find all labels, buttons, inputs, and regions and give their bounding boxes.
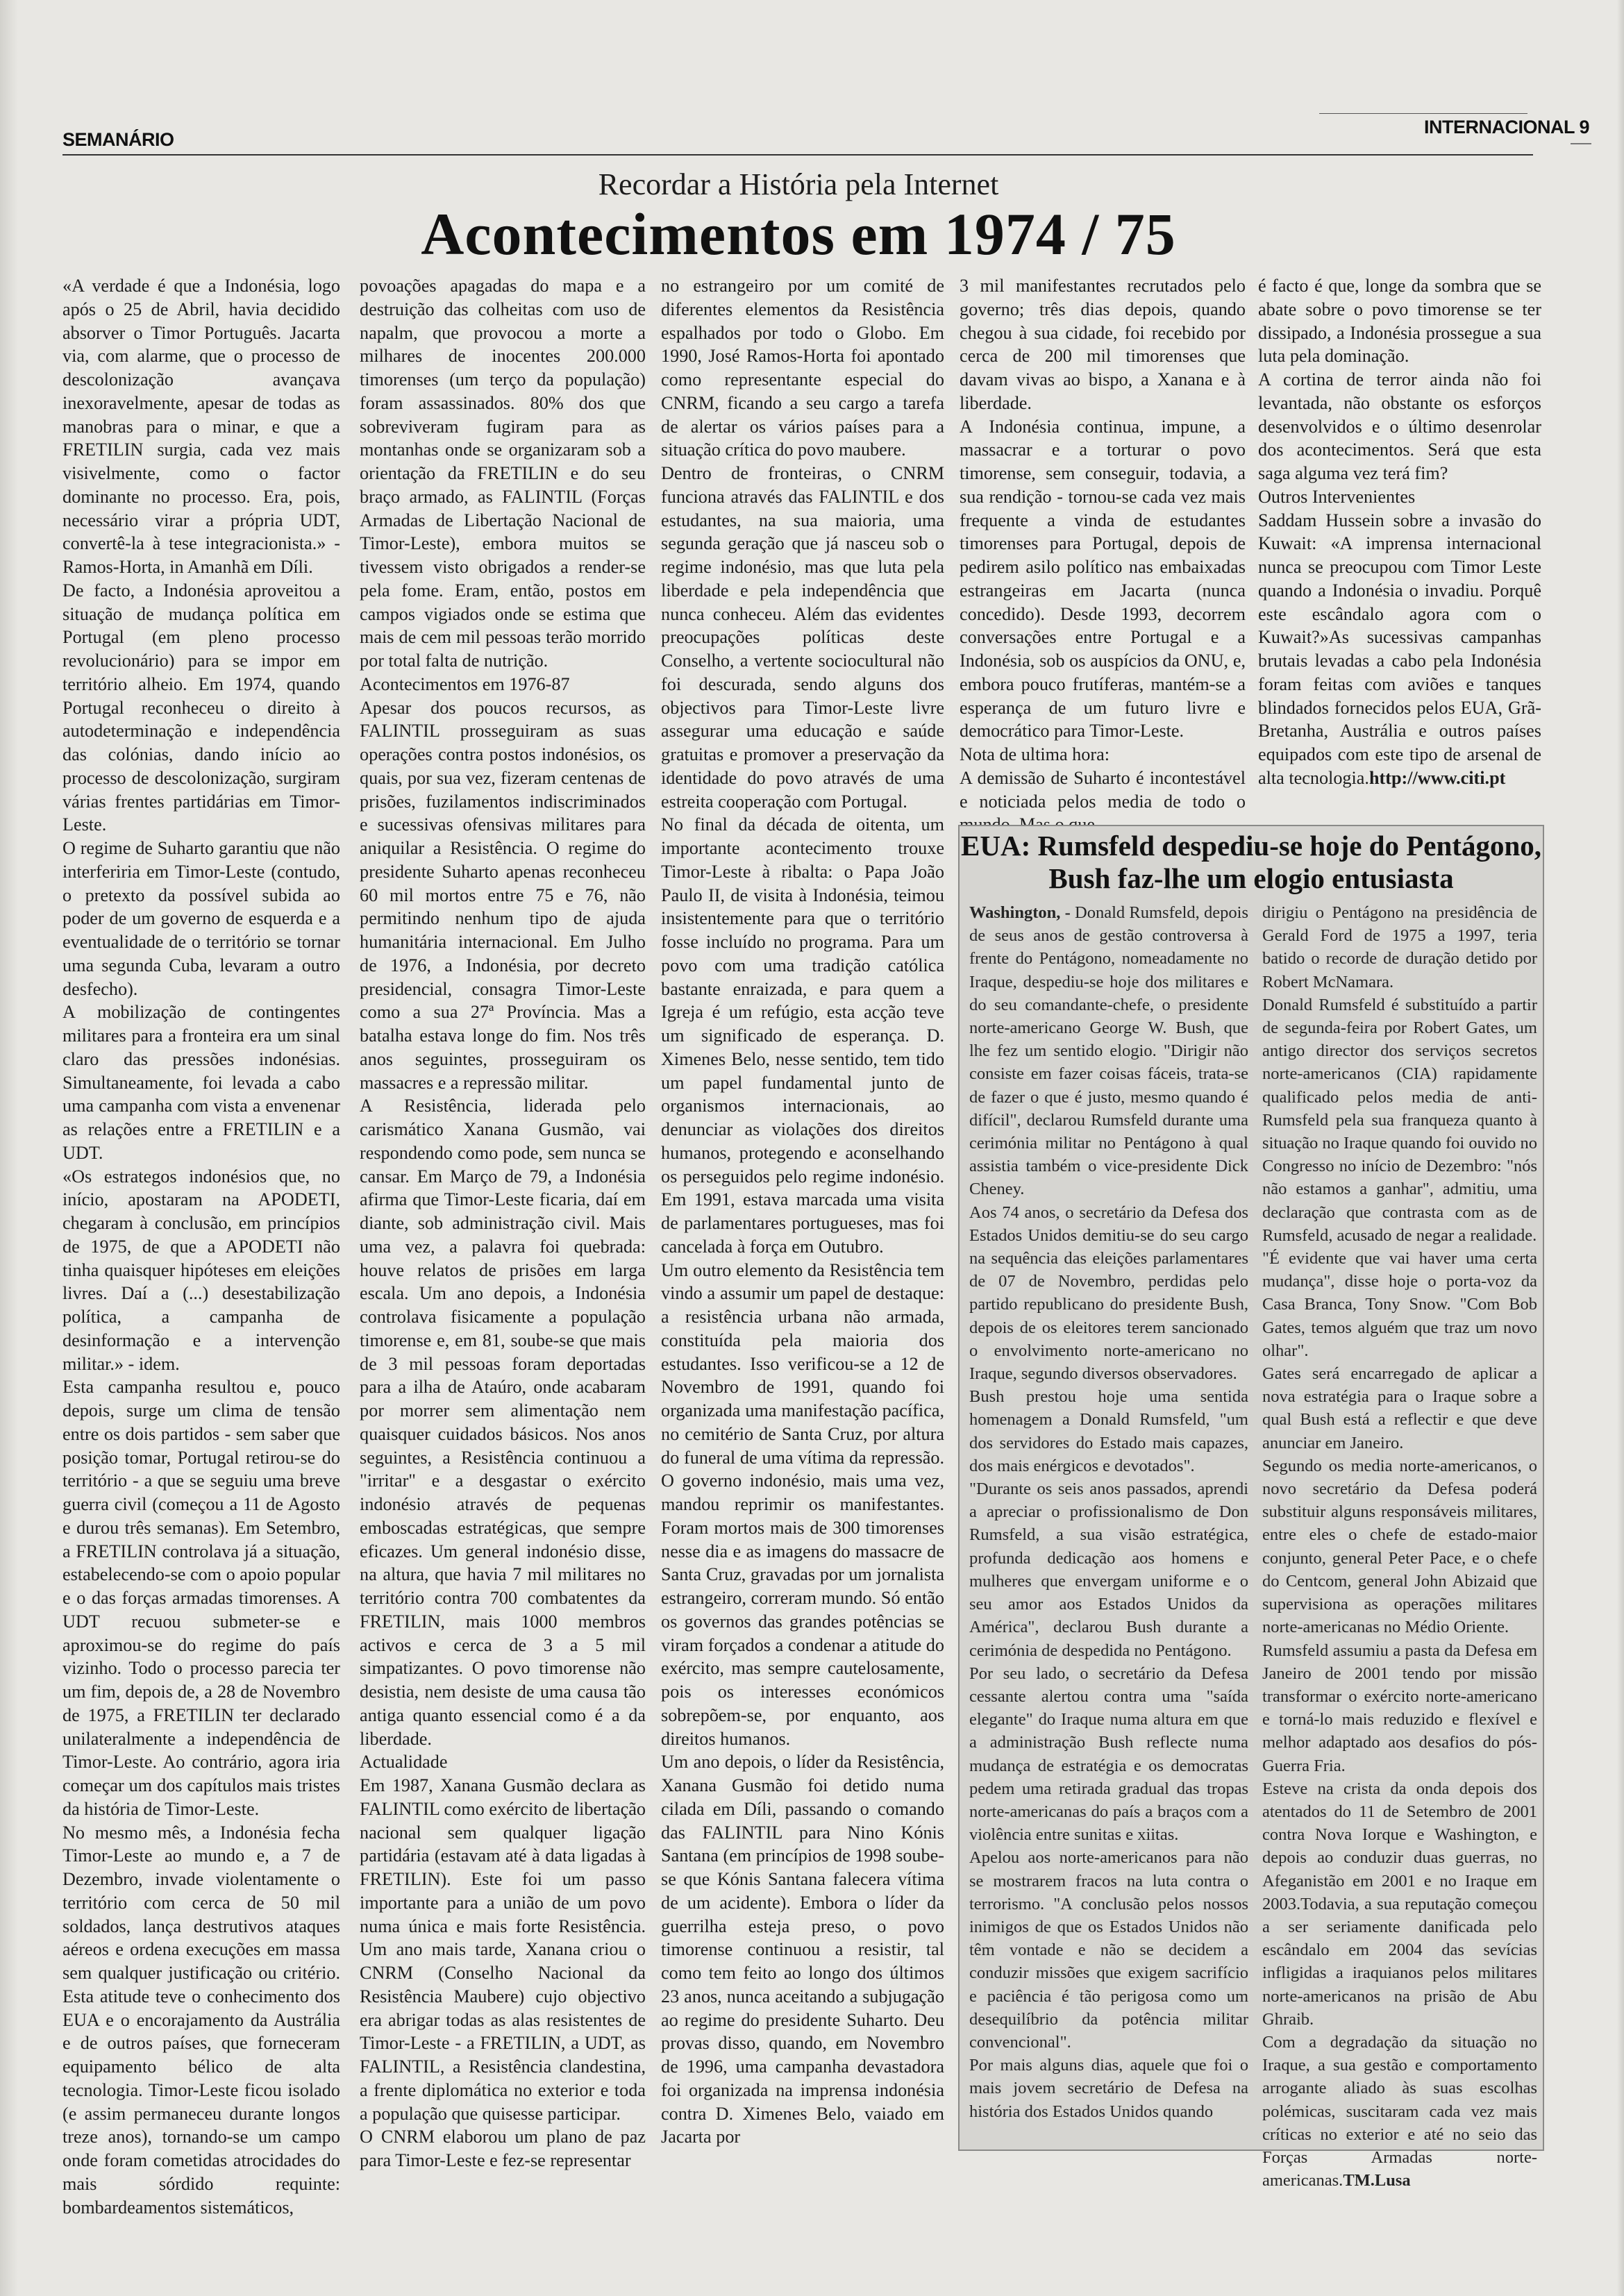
paragraph: De facto, a Indonésia aproveitou a situação de mudança política em Portugal (em pleno processo revolucionário) para se impor em território alheio. Em 1974, quando Portugal reconheceu o direito à autodeterminação e independência das colónias, dando início ao processo de descolonização, surgiram várias frentes partidárias em Timor-Leste.	[62, 580, 340, 835]
dateline: Washington, -	[969, 903, 1071, 922]
paragraph: Segundo os media norte-americanos, o novo secretário da Defesa poderá substituir alguns responsáveis militares, entre eles o chefe de estado-maior conjunto, general Peter Pace, e o chefe do Centcom, general John Abizaid que supervisiona as operações militares norte-americanas no Médio Oriente.	[1262, 1456, 1537, 1637]
paragraph: é facto é que, longe da sombra que se abate sobre o povo timorense se ter dissipado, a Indonésia prossegue a sua luta pela dominação.	[1258, 276, 1541, 367]
paragraph-text: Donald Rumsfeld, depois de seus anos de gestão controversa à frente do Pentágono, nomeadamente no Iraque, despediu-se hoje dos militares e do seu comandante-chefe, o presidente norte-americano George W. Bush, que lhe fez um sentido elogio. "Dirigir não consiste em fazer coisas fáceis, trata-se de fazer o que é justo, mesmo quando é difícil", declarou Rumsfeld durante uma cerimónia militar no Pentágono à qual assistia também o vice-presidente Dick Cheney.	[969, 903, 1248, 1199]
subheading: Nota de ultima hora:	[960, 744, 1110, 764]
paragraph	[1258, 509, 1541, 790]
paragraph: Bush prestou hoje uma sentida homenagem a Donald Rumsfeld, "um dos servidores do Estado mais capazes, dos mais enérgicos e devotados".	[969, 1387, 1248, 1475]
article-kicker: Recordar a História pela Internet	[598, 167, 999, 201]
paragraph: Esteve na crista da onda depois dos atentados do 11 de Setembro de 2001 contra Nova Iorque e Washington, e depois ao conduzir duas guerras, no Afeganistão em 2001 e no Iraque em 2003.Todavia, a sua reputação começou a ser seriamente danificada pelo escândalo em 2004 das sevícias infligidas a iraquianos pelos militares norte-americanos na prisão de Abu Ghraib.	[1262, 1779, 1537, 2029]
paragraph: Por mais alguns dias, aquele que foi o mais jovem secretário de Defesa na história dos Estados Unidos quando	[969, 2056, 1248, 2121]
paragraph-text: Saddam Hussein sobre a invasão do Kuwait: «A imprensa internacional nunca se preocupou com Timor Leste quando a Indonésia o invadiu. Porquê este escândalo agora com o Kuwait?»As sucessivas campanhas brutais levadas a cabo pela Indonésia foram feitas com aviões e tanques blindados fornecidos pelos EUA, Grã-Bretanha, Austrália e outros países equipados com este tipo de arsenal de alta tecnologia.	[1258, 510, 1541, 788]
paragraph: O CNRM elaborou um plano de paz para Timor-Leste e fez-se representar	[360, 2127, 646, 2170]
paragraph: Apelou aos norte-americanos para não se mostrarem fracos na luta contra o terrorismo. "A conclusão pelos nossos inimigos de que os Estados Unidos não têm vontade e não se decidem a conduzir missões que exigem sacrifício e paciência é tão perigosa como um desequilíbrio da potência militar convencional".	[969, 1848, 1248, 2052]
paragraph: 3 mil manifestantes recrutados pelo governo; três dias depois, quando chegou à sua cidade, foi recebido por cerca de 200 mil timorenses que davam vivas ao bispo, a Xanana e à liberdade.	[960, 276, 1246, 413]
header-tick	[1571, 143, 1591, 144]
subheading: Actualidade	[360, 1752, 448, 1773]
paragraph: no estrangeiro por um comité de diferentes elementos da Resistência espalhados por todo o Globo. Em 1990, José Ramos-Horta foi apontado como representante especial do CNRM, ficando a seu cargo a tarefa de alertar os vários países para a situação crítica do povo maubere.	[661, 276, 944, 460]
section-page-label: INTERNACIONAL 9	[1423, 117, 1589, 137]
header-rule-right	[1319, 113, 1527, 114]
paragraph: No final da década de oitenta, um importante acontecimento trouxe Timor-Leste à ribalta: o Papa João Paulo II, de visita à Indonésia, teimou insistentemente para que o território fosse incluído no programa. Para um povo com uma tradição católica bastante enraizada, e para quem a Igreja é um refúgio, esta acção teve um significado de esperança. D. Ximenes Belo, nesse sentido, tem tido um papel fundamental junto de organismos internacionais, ao denunciar as violações dos direitos humanos, protegendo e aconselhando os perseguidos pelo regime indonésio. Em 1991, estava marcada uma visita de parlamentares portugueses, mas foi cancelada à força em Outubro.	[661, 814, 944, 1257]
paragraph: A cortina de terror ainda não foi levantada, não obstante os esforços desenvolvidos e o último desenrolar dos acontecimentos. Será que esta saga alguma vez terá fim?	[1258, 369, 1541, 483]
paragraph: Em 1987, Xanana Gusmão declara as FALINTIL como exército de libertação nacional sem qualquer ligação partidária (estavam até à data ligadas à FRETILIN). Este foi um passo importante para a união de um povo numa única e mais forte Resistência. Um ano mais tarde, Xanana criou o CNRM (Conselho Nacional da Resistência Maubere) cujo objectivo era abrigar todas as alas resistentes de Timor-Leste - a FRETILIN, a UDT, as FALINTIL, a Resistência clandestina, a frente diplomática no exterior e toda a população que quisesse participar.	[360, 1775, 646, 2124]
subheading: Acontecimentos em 1976-87	[360, 673, 570, 694]
paragraph: O regime de Suharto garantiu que não interferiria em Timor-Leste (contudo, o pretexto da possível subida ao poder de um governo de esquerda e a eventualidade de o território se tornar uma segunda Cuba, levaram a outro desfecho).	[62, 838, 340, 999]
article-headline: Acontecimentos em 1974 / 75	[421, 201, 1176, 267]
sidebar-column-1	[969, 901, 1248, 2123]
article-column-2	[360, 274, 646, 2172]
paragraph: povoações apagadas do mapa e a destruição das colheitas com uso de napalm, que provocou a morte a milhares de inocentes 200.000 timorenses (um terço da população) foram assassinados. 80% dos que sobreviveram fugiram para as montanhas onde se organizaram sob a orientação da FRETILIN e do seu braço armado, as FALINTIL (Forças Armadas de Libertação Nacional de Timor-Leste), embora muitos se tivessem visto obrigados a render-se pela fome. Eram, então, postos em campos vigiados onde se estima que mais de cem mil pessoas terão morrido por total falta de nutrição.	[360, 276, 646, 671]
paragraph: A demissão de Suharto é incontestável e noticiada pelos media de todo o	[960, 767, 1246, 812]
paragraph: Esta campanha resultou e, pouco depois, surge um clima de tensão entre os dois partidos - sem saber que posição tomar, Portugal retirou-se do território - a que se seguiu uma breve guerra civil (começou a 11 de Agosto e durou três semanas). Em Setembro, a FRETILIN controlava já a situação, estabelecendo-se com o apoio popular e o das forças armadas timorenses. A UDT recuou submeter-se e aproximou-se do regime do país vizinho. Todo o processo parecia ter um fim, depois de, a 28 de Novembro de 1975, a FRETILIN ter declarado unilateralmente a independência de Timor-Leste. Ao contrário, agora iria começar um dos capítulos mais tristes da história de Timor-Leste.	[62, 1377, 340, 1819]
paragraph: Dentro de fronteiras, o CNRM funciona através das FALINTIL e dos estudantes, na sua maioria, uma segunda geração que já nasceu sob o regime indonésio, mas que luta pela liberdade e pela independência que nunca conheceu. Além das evidentes preocupações políticas deste Conselho, a vertente sociocultural não foi descurada, sendo alguns dos objectivos para Timor-Leste livre assegurar uma educação e saúde gratuitas e promover a preservação da identidade do povo através de uma estreita cooperação com Portugal.	[661, 463, 944, 812]
paragraph: "Durante os seis anos passados, aprendi a apreciar o profissionalismo de Don Rumsfeld, a sua visão estratégica, profunda dedicação aos homens e mulheres que envergam uniforme e o seu amor aos Estados Unidos da América", declarou Bush durante a cerimónia de despedida no Pentágono.	[969, 1480, 1248, 1660]
paragraph: Um outro elemento da Resistência tem vindo a assumir um papel de destaque: a resistência urbana não armada, constituída pela maioria dos estudantes. Isso verificou-se a 12 de Novembro de 1991, quando foi organizada uma manifestação pacífica, no cemitério de Santa Cruz, por altura do funeral de uma vítima da repressão. O governo indonésio, mais uma vez, mandou reprimir os manifestantes. Foram mortos mais de 300 timorenses nesse dia e as imagens do massacre de Santa Cruz, gravadas por um jornalista estrangeiro, correram mundo. Só então os governos das grandes potências se viram forçados a condenar a atitude do exército, mas sempre cautelosamente, pois os interesses económicos sobrepõem-se, por enquanto, aos direitos humanos.	[661, 1259, 944, 1749]
article-column-5	[1258, 274, 1541, 790]
article-column-3	[661, 274, 944, 2149]
page-edge-left	[0, 0, 18, 2296]
page-edge-right	[1617, 0, 1624, 2296]
paragraph	[1262, 2031, 1537, 2192]
paragraph	[969, 901, 1248, 1201]
paragraph: Aos 74 anos, o secretário da Defesa dos Estados Unidos demitiu-se do seu cargo na sequência das eleições parlamentares de 07 de Novembro, perdidas pelo partido republicano do presidente Bush, depois de os eleitores terem sancionado o envolvimento norte-americano no Iraque, segundo diversos observadores.	[969, 1203, 1248, 1384]
subheading: Outros Intervenientes	[1258, 486, 1416, 507]
paragraph: Apesar dos poucos recursos, as FALINTIL prosseguiram as suas operações contra postos indonésios, os quais, por sua vez, fizeram centenas de prisões, fuzilamentos indiscriminados e sucessivas ofensivas militares para aniquilar a Resistência. O regime do presidente Suharto apenas reconheceu 60 mil mortos entre 75 e 76, não permitindo nenhum tipo de ajuda humanitária internacional. Em Julho de 1976, a Indonésia, por decreto presidencial, consagra Timor-Leste como a sua 27ª Província. Mas a batalha estava longe do fim. Nos três anos seguintes, prosseguiram os massacres e a repressão militar.	[360, 697, 646, 1093]
paragraph: A Resistência, liderada pelo carismático Xanana Gusmão, vai respondendo como pode, sem nunca se cansar. Em Março de 79, a Indonésia afirma que Timor-Leste ficaria, daí em diante, sob administração civil. Mais uma vez, a palavra foi quebrada: houve relatos de prisões em larga escala. Um ano depois, a Indonésia controlava fisicamente a população timorense e, em 81, soube-se que mais de 3 mil pessoas foram deportadas para a ilha de Ataúro, onde acabaram por morrer sem alimentação nem quaisquer cuidados básicos. Nos anos seguintes, a Resistência continuou a "irritar" e a desgastar o exército indonésio através de pequenas emboscadas estratégicas, que sempre eficazes. Um general indonésio disse, na altura, que havia 7 mil militares no território contra 700 combatentes da FRETILIN, mais 1000 membros activos e cerca de 3 a 5 mil simpatizantes. O povo timorense não desistia, nem desiste de uma causa tão antiga quanto essencial como é a da liberdade.	[360, 1096, 646, 1749]
byline-signature: TM.Lusa	[1343, 2171, 1411, 2190]
paragraph: No mesmo mês, a Indonésia fecha Timor-Leste ao mundo e, a 7 de Dezembro, invade violentamente o território com cerca de 50 mil soldados, lança destrutivos ataques aéreos e ordena execuções em massa sem qualquer justificação ou critério. Esta atitude teve o conhecimento dos EUA e o encorajamento da Austrália e de outros países, que forneceram equipamento bélico de alta tecnologia. Timor-Leste ficou isolado (e assim permaneceu durante longos treze anos), tornando-se um campo onde foram cometidas atrocidades do mais sórdido requinte: bombardeamentos sistemáticos,	[62, 1822, 340, 2218]
article-column-1	[62, 274, 340, 2219]
paragraph-text: Com a degradação da situação no Iraque, a sua gestão e comportamento arrogante aliado às suas escolhas polémicas, suscitaram cada vez mais críticas no exterior e até no seio das Forças Armadas norte-americanas.	[1262, 2032, 1537, 2190]
paragraph: Por seu lado, o secretário da Defesa cessante alertou contra uma "saída elegante" do Iraque numa altura em que a administração Bush reflecte numa mudança de estratégia e os democratas pedem uma retirada gradual das tropas norte-americanas do país a braços com a violência entre sunitas e xiitas.	[969, 1664, 1248, 1845]
sidebar-headline: EUA: Rumsfeld despediu-se hoje do Pentágono, Bush faz-lhe um elogio entusiasta	[961, 830, 1541, 894]
paragraph: dirigiu o Pentágono na presidência de Gerald Ford de 1975 a 1997, teria batido o recorde de duração detido por Robert McNamara.	[1262, 903, 1537, 991]
paragraph: Donald Rumsfeld é substituído a partir de segunda-feira por Robert Gates, um antigo director dos serviços secretos norte-americanos (CIA) rapidamente qualificado pelos media de anti-Rumsfeld pela sua franqueza quanto à situação no Iraque quando foi ouvido no Congresso no início de Dezembro: "nós não estamos a ganhar", admitiu, uma declaração que contrasta com as de Rumsfeld, acusado de negar a realidade.	[1262, 995, 1537, 1245]
header-rule	[62, 154, 1533, 156]
paragraph: Gates será encarregado de aplicar a nova estratégia para o Iraque sobre a qual Bush está a reflectir e que deve anunciar em Janeiro.	[1262, 1364, 1537, 1452]
paragraph: Um ano depois, o líder da Resistência, Xanana Gusmão foi detido numa cilada em Díli, passando o comando das FALINTIL para Nino Kónis Santana (em princípios de 1998 soube-se que Kónis Santana falecera vítima de um acidente). Embora o líder da guerrilha esteja preso, o povo timorense continuou a resistir, tal como tem feito ao longo dos últimos 23 anos, nunca aceitando a subjugação ao regime do presidente Suharto. Deu provas disso, quando, em Novembro de 1996, uma campanha devastadora foi organizada na imprensa indonésia contra D. Ximenes Belo, vaiado em Jacarta por	[661, 1752, 944, 2147]
source-url: http://www.citi.pt	[1368, 767, 1506, 788]
publication-name: SEMANÁRIO	[62, 129, 174, 150]
paragraph: "É evidente que vai haver uma certa mudança", disse hoje o porta-voz da Casa Branca, Tony Snow. "Com Bob Gates, temos alguém que traz um novo olhar".	[1262, 1249, 1537, 1360]
paragraph: A Indonésia continua, impune, a massacrar e a torturar o povo timorense, sem conseguir, todavia, a sua rendição - tornou-se cada vez mais frequente a vinda de estudantes timorenses para Portugal, depois de pedirem asilo político nas embaixadas estrangeiras em Jacarta (nunca concedido). Desde 1993, decorrem conversações entre Portugal e a Indonésia, sob os auspícios da ONU, e, embora pouco frutíferas, mantém-se a esperança de um futuro livre e democrático para Timor-Leste.	[960, 416, 1246, 741]
paragraph: Rumsfeld assumiu a pasta da Defesa em Janeiro de 2001 tendo por missão transformar o exército norte-americano e torná-lo mais reduzido e flexível e melhor adaptado aos desafios do pós-Guerra Fria.	[1262, 1641, 1537, 1775]
paragraph: A mobilização de contingentes militares para a fronteira era um sinal claro das pressões indonésias. Simultaneamente, foi levada a cabo uma campanha com vista a envenenar as relações entre a FRETILIN e a UDT.	[62, 1002, 340, 1163]
article-column-4	[960, 274, 1246, 837]
paragraph: «A verdade é que a Indonésia, logo após o 25 de Abril, havia decidido absorver o Timor Português. Jacarta via, com alarme, que o processo de descolonização avançava inexoravelmente, apesar de todas as manobras para o minar, e que a FRETILIN surgia, cada vez mais visivelmente, como o factor dominante no processo. Era, pois, necessário virar a própria UDT, convertê-la à tese integracionista.» - Ramos-Horta, in Amanhã em Díli.	[62, 276, 340, 577]
sidebar-column-2	[1262, 901, 1537, 2192]
paragraph: «Os estrategos indonésios que, no início, apostaram na APODETI, chegaram à conclusão, em princípios de 1975, de que a APODETI não tinha quaisquer hipóteses em eleições livres. Daí a (...) desestabilização política, a campanha de desinformação e a intervenção militar.» - idem.	[62, 1166, 340, 1374]
